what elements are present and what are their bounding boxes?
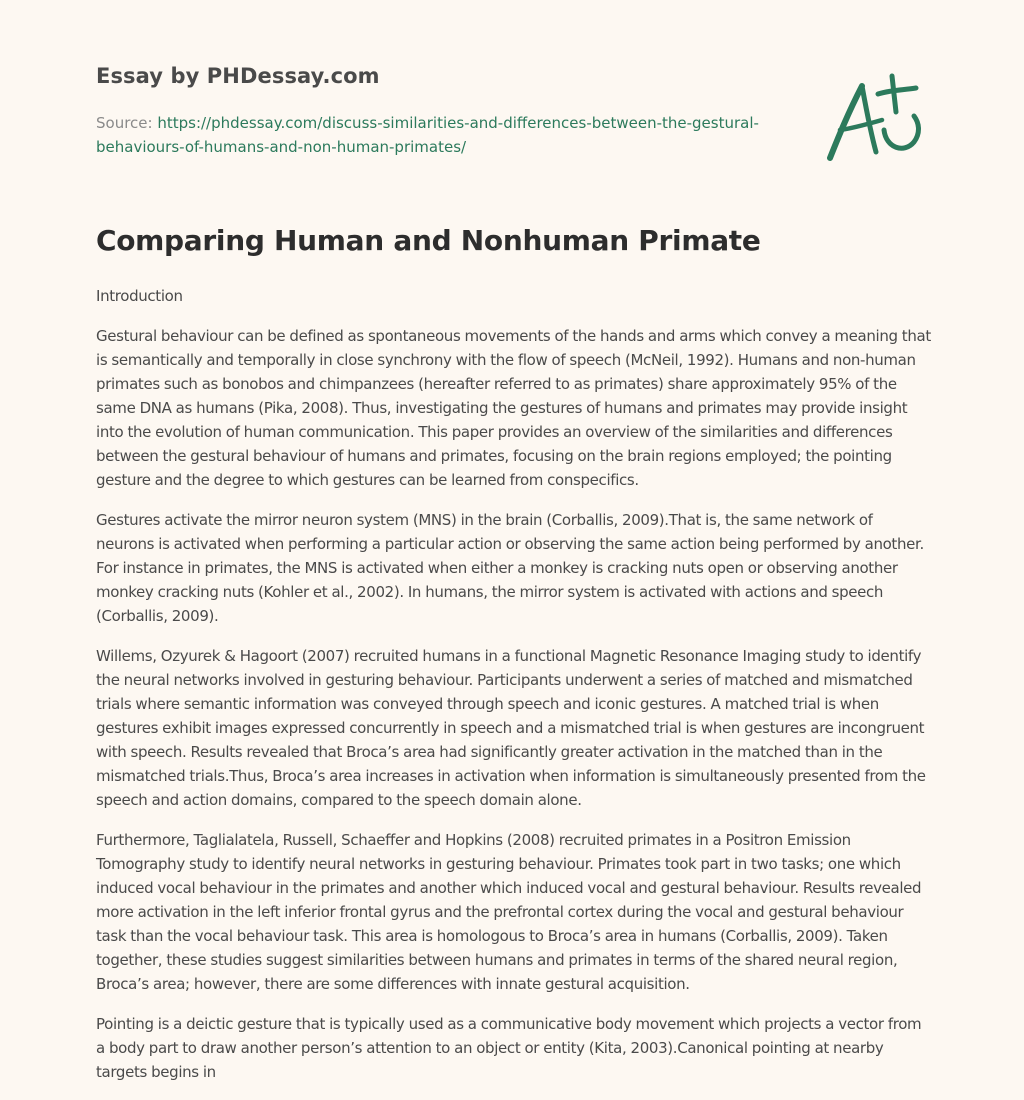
source-link[interactable]: https://phdessay.com/discuss-similarities-and-differences-between-the-gestural-behaviours-of-humans-and-non-human-primates/	[96, 114, 759, 156]
intro-heading: Introduction	[96, 287, 183, 305]
paragraph-1: Gestural behaviour can be defined as spontaneous movements of the hands and arms which convey a meaning that is semantically and temporally in close synchrony with the flow of speech (McNeil, 1992). Humans and non-human primates such as bonobos and chimpanzees (hereafter referred to as primates) share approximately 95% of the same DNA as humans (Pika, 2008). Thus, investigating the gestures of humans and primates may provide insight into the evolution of human communication. This paper provides an overview of the similarities and differences between the gestural behaviour of humans and primates, focusing on the brain regions employed; the pointing gesture and the degree to which gestures can be learned from conspecifics.	[96, 327, 931, 489]
paragraph-2: Gestures activate the mirror neuron system (MNS) in the brain (Corballis, 2009).That is, the same network of neurons is activated when performing a particular action or observing the same action being performed by another. For instance in primates, the MNS is activated when either a monkey is cracking nuts open or observing another monkey cracking nuts (Kohler et al., 2002). In humans, the mirror system is activated with actions and speech (Corballis, 2009).	[96, 511, 924, 625]
article-title: Comparing Human and Nonhuman Primate	[96, 224, 761, 257]
paragraph-5: Pointing is a deictic gesture that is typically used as a communicative body movement which projects a vector from a body part to draw another person’s attention to an object or entity (Kita, 2003).Canonical pointing at nearby targets begins in	[96, 1015, 922, 1081]
article-body	[96, 284, 932, 1100]
source-line	[96, 111, 786, 159]
paragraph-3: Willems, Ozyurek & Hagoort (2007) recruited humans in a functional Magnetic Resonance Imaging study to identify the neural networks involved in gesturing behaviour. Participants underwent a series of matched and mismatched trials where semantic information was conveyed through speech and iconic gestures. A matched trial is when gestures exhibit images expressed concurrently in speech and a mismatched trial is when gestures are incongruent with speech. Results revealed that Broca’s area had significantly greater activation in the matched than in the mismatched trials.Thus, Broca’s area increases in activation when information is simultaneously presented from the speech and action domains, compared to the speech domain alone.	[96, 647, 926, 809]
source-label: Source:	[96, 114, 158, 132]
a-plus-logo-icon	[820, 68, 930, 168]
site-brand: Essay by PHDessay.com	[96, 64, 380, 88]
paragraph-4: Furthermore, Taglialatela, Russell, Schaeffer and Hopkins (2008) recruited primates in a Positron Emission Tomography study to identify neural networks in gesturing behaviour. Primates took part in two tasks; one which induced vocal behaviour in the primates and another which induced vocal and gestural behaviour. Results revealed more activation in the left inferior frontal gyrus and the prefrontal cortex during the vocal and gestural behaviour task than the vocal behaviour task. This area is homologous to Broca’s area in humans (Corballis, 2009). Taken together, these studies suggest similarities between humans and primates in terms of the shared neural region, Broca’s area; however, there are some differences with innate gestural acquisition.	[96, 831, 922, 993]
